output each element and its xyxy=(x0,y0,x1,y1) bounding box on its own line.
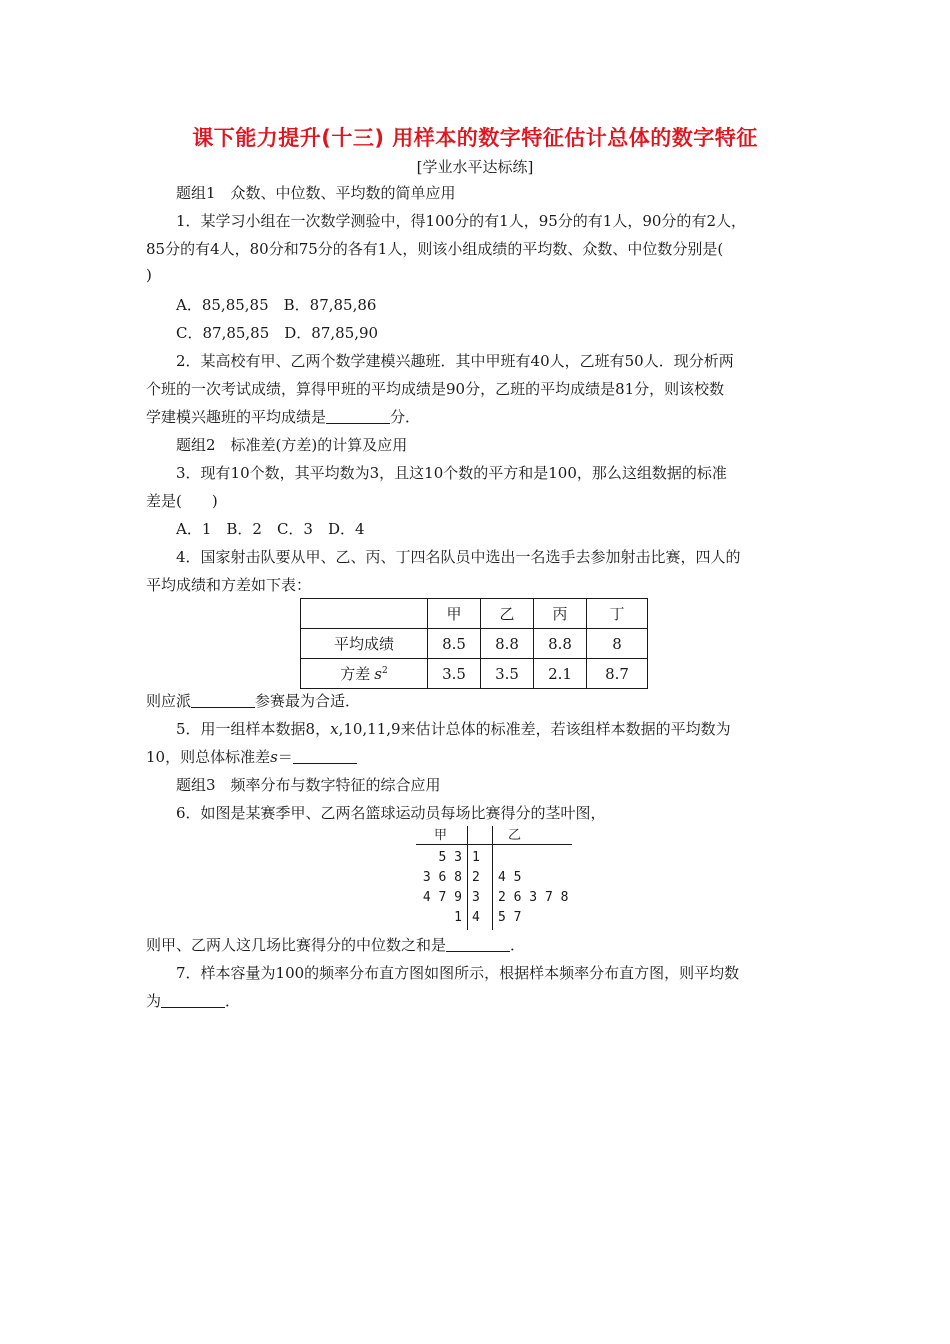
q4-answer-blank[interactable] xyxy=(191,692,255,708)
q5-variable-s: s xyxy=(270,748,278,766)
q4-line2: 平均成绩和方差如下表： xyxy=(146,576,312,594)
stemplot-right-header: 乙 xyxy=(508,828,522,843)
q7-line2 xyxy=(146,990,240,1011)
q6-line1: 6．如图是某赛季甲、乙两名篮球运动员每场比赛得分的茎叶图， xyxy=(176,804,606,822)
q5-line1-a: 5．用一组样本数据8， xyxy=(176,720,331,738)
table-cell: 8.7 xyxy=(587,659,648,689)
q4-after xyxy=(146,690,360,711)
group-1-heading: 题组1 众数、中位数、平均数的简单应用 xyxy=(176,184,456,202)
q1-options-ab: A．85,85,85 B．87,85,86 xyxy=(176,296,377,314)
stemplot-right-leaves: 4 5 xyxy=(498,870,522,885)
q5-variable-x: x xyxy=(330,720,339,738)
table-cell: 8 xyxy=(587,629,648,659)
q1-line3: ) xyxy=(146,266,152,284)
variance-label: 方差 xyxy=(340,665,371,683)
table-row-label: 平均成绩 xyxy=(301,629,428,659)
stemplot-divider-left xyxy=(467,826,468,930)
q5-answer-blank[interactable] xyxy=(293,748,357,764)
table-cell: 3.5 xyxy=(481,659,534,689)
stemplot-left-header: 甲 xyxy=(434,828,448,843)
q7-answer-blank[interactable] xyxy=(161,992,225,1008)
table-header-cell: 乙 xyxy=(481,599,534,629)
table-row xyxy=(301,629,648,659)
q5-line2-a: 10，则总体标准差 xyxy=(146,748,271,766)
q2-line3 xyxy=(146,406,420,427)
page-title: 课下能力提升(十三) 用样本的数字特征估计总体的数字特征 xyxy=(192,126,758,150)
table-row-label xyxy=(301,659,428,689)
q2-answer-blank[interactable] xyxy=(326,408,390,424)
stemplot-right-leaves: 5 7 xyxy=(498,910,522,925)
table-header-cell: 丙 xyxy=(534,599,587,629)
stemplot-stem: 2 xyxy=(472,870,480,885)
table-cell: 2.1 xyxy=(534,659,587,689)
stemplot-header-rule xyxy=(416,844,572,845)
stemplot-left-leaves: 3 6 8 xyxy=(422,870,462,885)
stemplot-right-leaves: 2 6 3 7 8 xyxy=(498,890,569,905)
q6-after xyxy=(146,934,525,955)
stemplot-left-leaves: 4 7 9 xyxy=(422,890,462,905)
q1-line2: 85分的有4人，80分和75分的各有1人，则该小组成绩的平均数、众数、中位数分别是( xyxy=(146,240,724,258)
variance-symbol: s xyxy=(374,665,382,683)
stemplot-divider-right xyxy=(492,826,493,930)
q4-after-text: 则应派 xyxy=(146,692,192,710)
q4-line1: 4．国家射击队要从甲、乙、丙、丁四名队员中选出一名选手去参加射击比赛，四人的 xyxy=(176,548,741,566)
q5-line1 xyxy=(176,718,731,739)
q6-after-text: 则甲、乙两人这几场比赛得分的中位数之和是 xyxy=(146,936,447,954)
q3-line1: 3．现有10个数，其平均数为3，且这10个数的平方和是100，那么这组数据的标准 xyxy=(176,464,727,482)
q2-line3-unit: 分． xyxy=(390,408,421,426)
q7-line2-tail: ． xyxy=(225,992,241,1010)
group-2-heading: 题组2 标准差(方差)的计算及应用 xyxy=(176,436,408,454)
q2-line1: 2．某高校有甲、乙两个数学建模兴趣班．其中甲班有40人，乙班有50人．现分析两 xyxy=(176,352,734,370)
table-header-cell: 丁 xyxy=(587,599,648,629)
q1-line1: 1．某学习小组在一次数学测验中，得100分的有1人，95分的有1人，90分的有2人， xyxy=(176,212,746,230)
table-cell: 8.5 xyxy=(428,629,481,659)
table-cell: 3.5 xyxy=(428,659,481,689)
q6-answer-blank[interactable] xyxy=(446,936,510,952)
score-variance-table xyxy=(300,598,648,689)
q3-line2: 差是( ) xyxy=(146,492,218,510)
q3-options: A．1 B．2 C．3 D．4 xyxy=(176,520,365,538)
q5-line1-b: ,10,11,9来估计总体的标准差，若该组样本数据的平均数为 xyxy=(338,720,731,738)
q7-line1: 7．样本容量为100的频率分布直方图如图所示，根据样本频率分布直方图，则平均数 xyxy=(176,964,740,982)
table-cell xyxy=(301,599,428,629)
q1-options-cd: C．87,85,85 D．87,85,90 xyxy=(176,324,379,342)
q4-after-tail: 参赛最为合适． xyxy=(255,692,361,710)
table-header-row xyxy=(301,599,648,629)
table-cell: 8.8 xyxy=(534,629,587,659)
q2-line2: 个班的一次考试成绩，算得甲班的平均成绩是90分，乙班的平均成绩是81分，则该校数 xyxy=(146,380,725,398)
stemplot-left-leaves: 5 3 xyxy=(438,850,462,865)
q5-line2 xyxy=(146,746,357,767)
stemplot-stem: 1 xyxy=(472,850,480,865)
q7-line2-text: 为 xyxy=(146,992,162,1010)
group-3-heading: 题组3 频率分布与数字特征的综合应用 xyxy=(176,776,441,794)
q2-line3-text: 学建模兴趣班的平均成绩是 xyxy=(146,408,327,426)
table-row xyxy=(301,659,648,689)
page-subtitle: [学业水平达标练] xyxy=(416,158,534,176)
stemplot-stem: 3 xyxy=(472,890,480,905)
q6-after-tail: ． xyxy=(510,936,526,954)
stem-and-leaf-plot xyxy=(410,822,570,932)
table-cell: 8.8 xyxy=(481,629,534,659)
stemplot-stem: 4 xyxy=(472,910,480,925)
table-header-cell: 甲 xyxy=(428,599,481,629)
variance-exponent: 2 xyxy=(381,666,388,676)
q5-line2-b: ＝ xyxy=(277,748,293,766)
stemplot-left-leaves: 1 xyxy=(454,910,462,925)
